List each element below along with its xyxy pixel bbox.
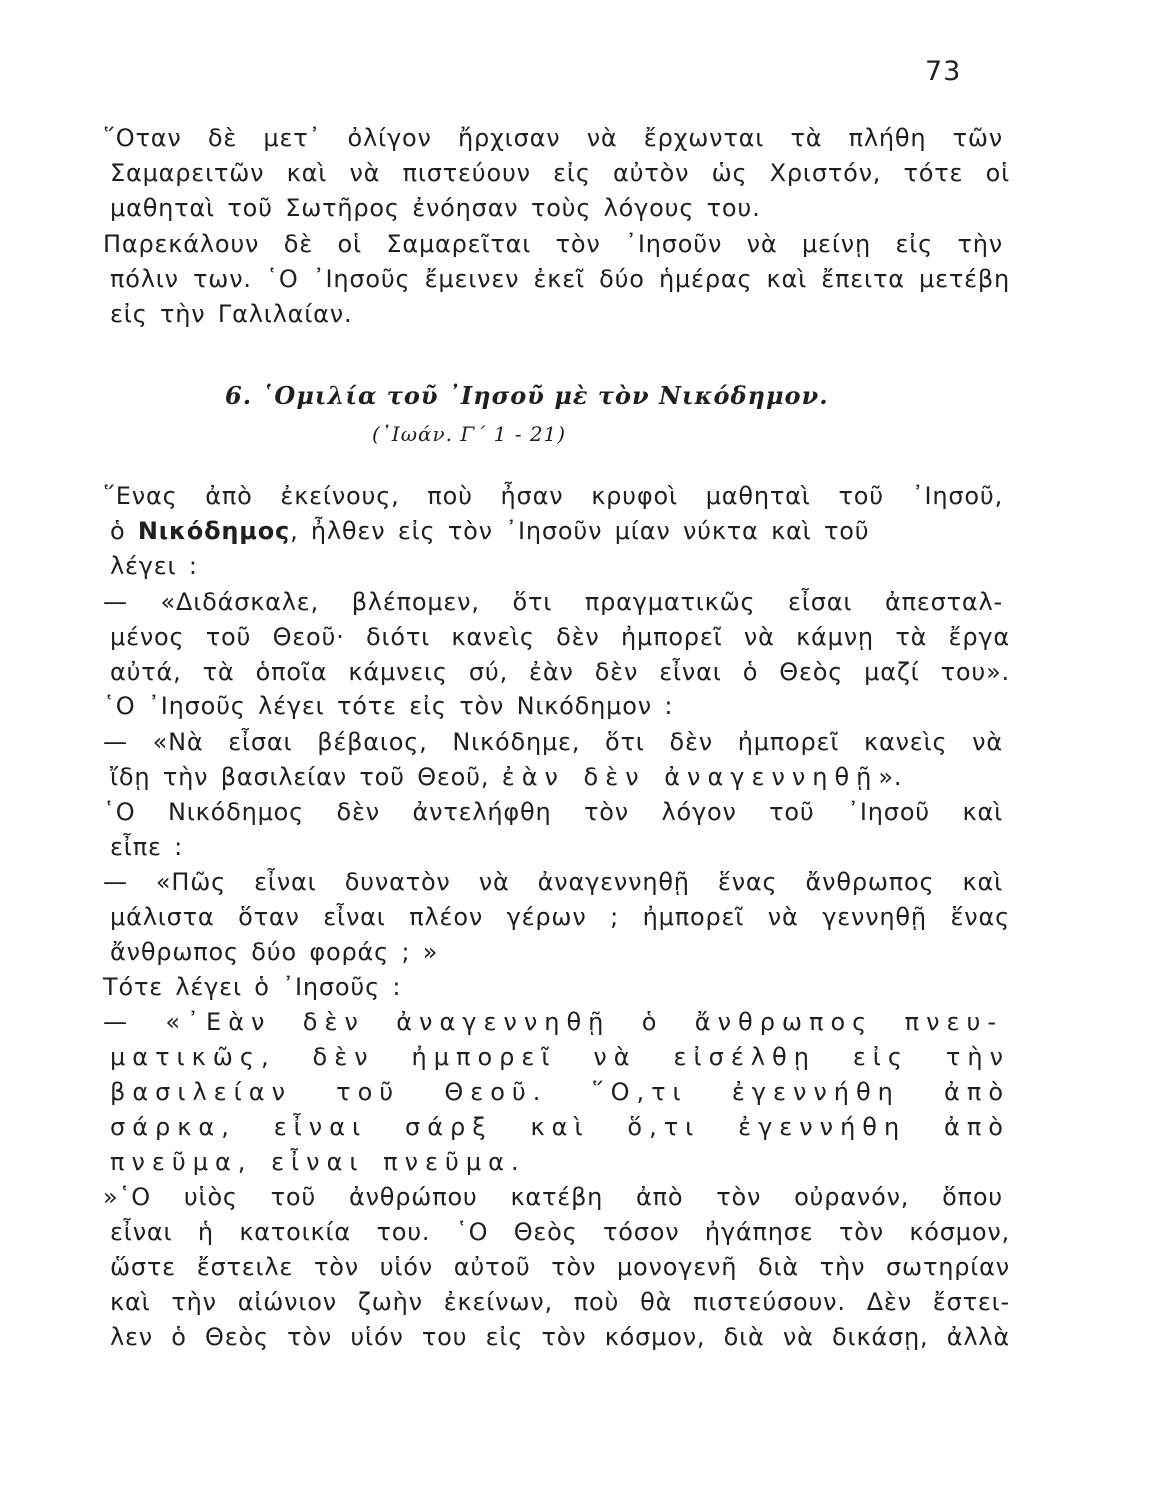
text-line: — «Διδάσκαλε, βλέπομεν, ὅτι πραγματικῶς εἶσαι ἀπεσταλ-	[103, 588, 1003, 616]
text-line	[110, 761, 1010, 793]
text-line: μένος τοῦ Θεοῦ· διότι κανεὶς δὲν ἠμπορεῖ νὰ κάμνῃ τὰ ἔργα	[110, 623, 1010, 651]
text-line: αὐτά, τὰ ὁποῖα κάμνεις σύ, ἐὰν δὲν εἶναι ὁ Θεὸς μαζί του».	[110, 658, 1010, 686]
text-line: πόλιν των. ῾Ο ᾿Ιησοῦς ἔμεινεν ἐκεῖ δύο ἡμέρας καὶ ἔπειτα μετέβη	[110, 265, 1010, 293]
text-line: εἶναι ἡ κατοικία του. ῾Ο Θεὸς τόσον ἠγάπησε τὸν κόσμον,	[110, 1218, 1010, 1246]
text-line: Τότε λέγει ὁ ᾿Ιησοῦς :	[103, 973, 402, 1001]
section-heading: 6. ῾Ομιλία τοῦ ᾿Ιησοῦ μὲ τὸν Νικόδημον.	[225, 381, 829, 410]
page-number: 73	[925, 56, 962, 87]
text-line: σάρκα, εἶναι σάρξ καὶ ὅ,τι ἐγεννήθη ἀπὸ	[110, 1113, 1010, 1141]
text-line: ῞Οταν δὲ μετ᾿ ὀλίγον ἤρχισαν νὰ ἔρχωνται τὰ πλήθη τῶν	[103, 124, 1003, 152]
text-line: Παρεκάλουν δὲ οἱ Σαμαρεῖται τὸν ᾿Ιησοῦν νὰ μείνῃ εἰς τὴν	[103, 230, 1003, 258]
text-fragment: ἴδῃ τὴν βασιλείαν τοῦ Θεοῦ,	[110, 763, 490, 791]
spaced-text: ἐὰν δὲν ἀναγεννηθῇ	[501, 763, 879, 791]
text-line: εἰς τὴν Γαλιλαίαν.	[110, 300, 353, 328]
text-line: ὥστε ἔστειλε τὸν υἱόν αὐτοῦ τὸν μονογενῆ διὰ τὴν σωτηρίαν	[110, 1253, 1010, 1281]
text-line: μαθηταὶ τοῦ Σωτῆρος ἐνόησαν τοὺς λόγους του.	[110, 194, 761, 222]
text-line: Σαμαρειτῶν καὶ νὰ πιστεύουν εἰς αὐτὸν ὡς Χριστόν, τότε οἱ	[110, 159, 1010, 187]
text-line: — «Νὰ εἶσαι βέβαιος, Νικόδημε, ὅτι δὲν ἠμπορεῖ κανεὶς νὰ	[103, 728, 1003, 756]
text-line: — «᾿Εὰν δὲν ἀναγεννηθῇ ὁ ἄνθρωπος πνευ-	[103, 1008, 1003, 1036]
text-line: εἶπε :	[110, 833, 184, 861]
text-line: πνεῦμα, εἶναι πνεῦμα.	[110, 1148, 526, 1176]
text-fragment: ὁ	[110, 517, 126, 545]
text-line: — «Πῶς εἶναι δυνατὸν νὰ ἀναγεννηθῇ ἕνας ἄνθρωπος καὶ	[103, 868, 1003, 896]
text-line: λεν ὁ Θεὸς τὸν υἱόν του εἰς τὸν κόσμον, διὰ νὰ δικάσῃ, ἀλλὰ	[110, 1323, 1010, 1351]
text-line	[110, 515, 1010, 547]
text-line: ῾Ο Νικόδημος δὲν ἀντελήφθη τὸν λόγον τοῦ ᾿Ιησοῦ καὶ	[103, 798, 1003, 826]
text-line: ῞Ενας ἀπὸ ἐκείνους, ποὺ ἦσαν κρυφοὶ μαθηταὶ τοῦ ᾿Ιησοῦ,	[103, 482, 1003, 510]
text-fragment: ».	[878, 763, 903, 791]
text-fragment: , ἦλθεν εἰς τὸν ᾿Ιησοῦν μίαν νύκτα καὶ τοῦ	[290, 517, 870, 545]
text-line: βασιλείαν τοῦ Θεοῦ. ῞Ο,τι ἐγεννήθη ἀπὸ	[110, 1078, 1010, 1106]
text-line: ῾Ο ᾿Ιησοῦς λέγει τότε εἰς τὸν Νικόδημον :	[103, 692, 674, 720]
text-line: »῾Ο υἱὸς τοῦ ἀνθρώπου κατέβη ἀπὸ τὸν οὐρανόν, ὅπου	[103, 1183, 1003, 1211]
name-nikodemos: Νικόδημος	[137, 517, 291, 545]
text-line: ἄνθρωπος δύο φοράς ; »	[110, 938, 439, 966]
text-line: λέγει :	[110, 552, 198, 580]
text-line: μάλιστα ὅταν εἶναι πλέον γέρων ; ἠμπορεῖ νὰ γεννηθῇ ἕνας	[110, 903, 1010, 931]
scripture-reference: (᾿Ιωάν. Γ΄ 1 - 21)	[372, 422, 567, 446]
text-line: καὶ τὴν αἰώνιον ζωὴν ἐκείνων, ποὺ θὰ πιστεύσουν. Δὲν ἔστει-	[110, 1288, 1010, 1316]
text-line: ματικῶς, δὲν ἠμπορεῖ νὰ εἰσέλθῃ εἰς τὴν	[110, 1043, 1010, 1071]
